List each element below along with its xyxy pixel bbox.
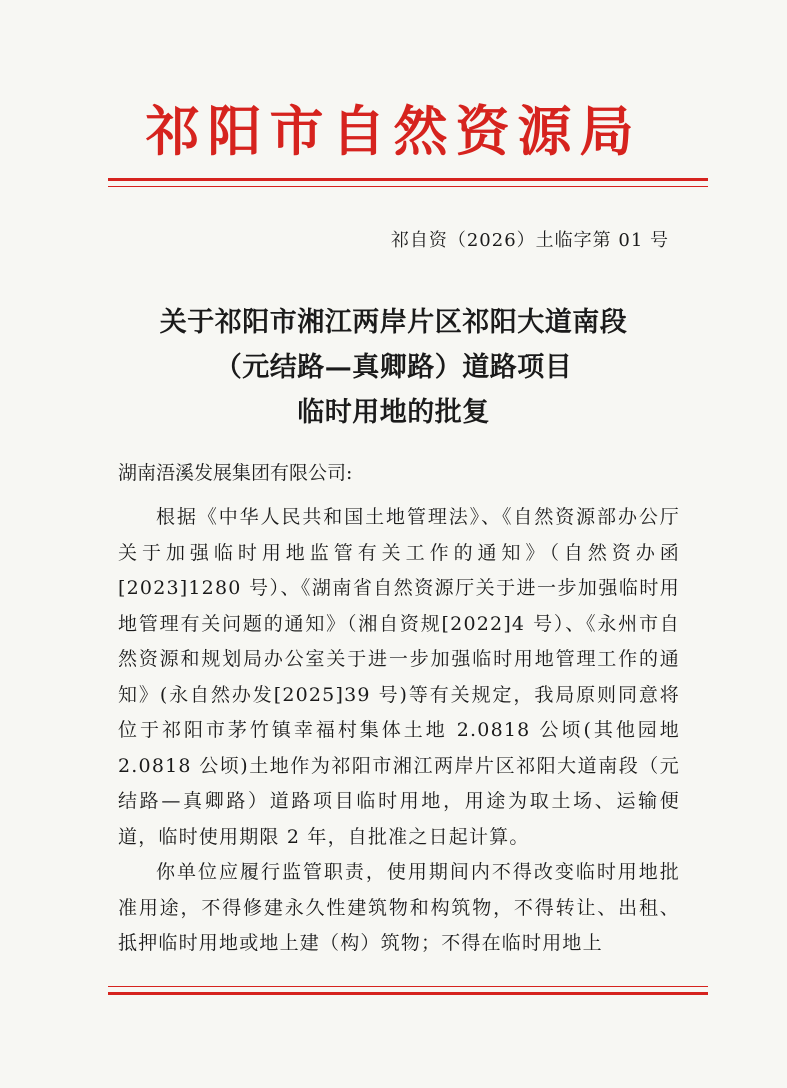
letterhead-rule-thick bbox=[108, 178, 708, 181]
body-paragraph: 根据《中华人民共和国土地管理法》、《自然资源部办公厅关于加强临时用地监管有关工作的通知》（自然资办函[2023]1280 号）、《湖南省自然资源厅关于进一步加强临时用地管理有关问题的通知》（湘自资规[2022]4 号）、《永州市自然资源和规划局办公室关于进一步加强临时用地管理工作的通知》(永自然办发[2025]39 号)等有关规定，我局原则同意将位于祁阳市茅竹镇幸福村集体土地 2.0818 公顷(其他园地 2.0818 公顷)土地作为祁阳市湘江两岸片区祁阳大道南段（元结路—真卿路）道路项目临时用地，用途为取土场、运输便道，临时使用期限 2 年，自批准之日起计算。 bbox=[118, 506, 680, 848]
agency-letterhead: 祁阳市自然资源局 bbox=[145, 99, 642, 163]
document-title bbox=[0, 300, 787, 435]
addressee: 湖南浯溪发展集团有限公司: bbox=[118, 462, 353, 484]
title-line: （元结路—真卿路）道路项目 bbox=[214, 352, 573, 383]
body-paragraph: 你单位应履行监管职责，使用期间内不得改变临时用地批准用途，不得修建永久性建筑物和构筑物，不得转让、出租、抵押临时用地或地上建（构）筑物；不得在临时用地上 bbox=[118, 861, 680, 954]
letterhead-rule-thin bbox=[108, 186, 708, 187]
document-body bbox=[118, 500, 680, 962]
footer-rule-thin bbox=[108, 986, 708, 987]
title-line: 临时用地的批复 bbox=[297, 397, 490, 428]
footer-rule-thick bbox=[108, 992, 708, 995]
title-line: 关于祁阳市湘江两岸片区祁阳大道南段 bbox=[159, 307, 628, 338]
document-number: 祁自资（2026）土临字第 01 号 bbox=[390, 230, 669, 251]
